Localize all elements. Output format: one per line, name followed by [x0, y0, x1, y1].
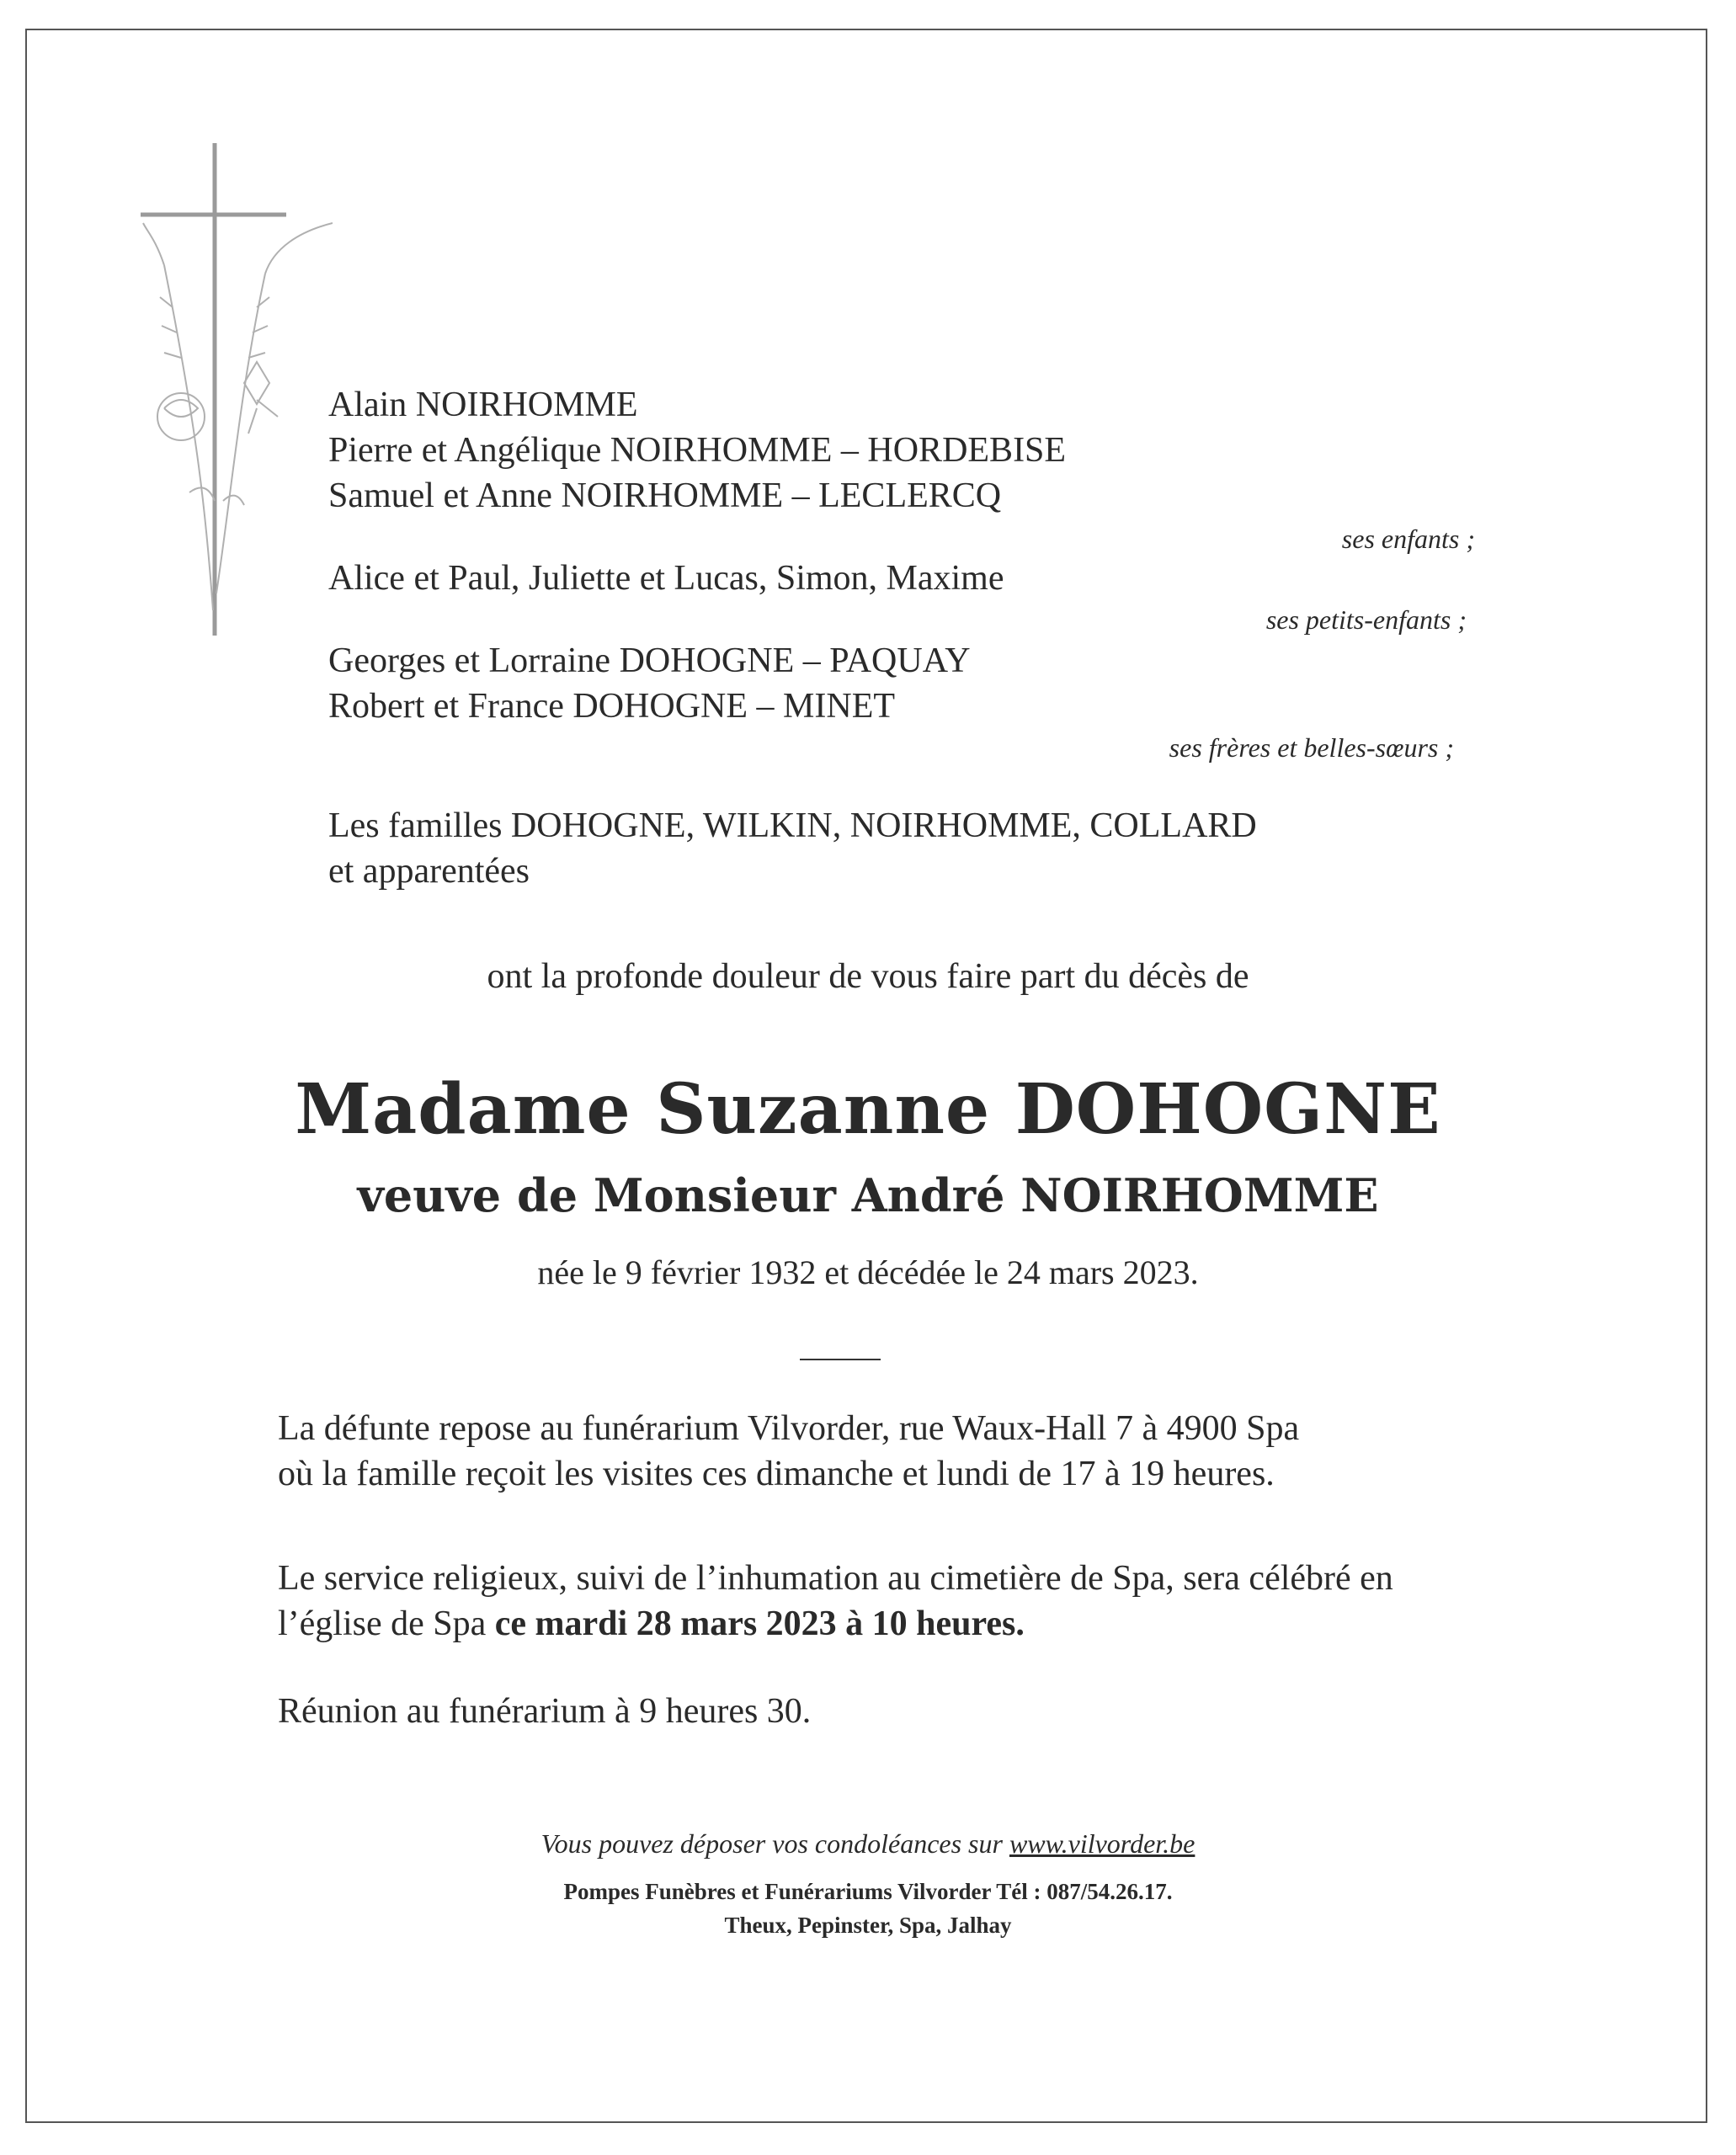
rest-line-2: où la famille reçoit les visites ces dimanche et lundi de 17 à 19 heures.: [278, 1455, 1275, 1493]
grandchildren: Alice et Paul, Juliette et Lucas, Simon, Maxime: [328, 559, 1004, 598]
siblings-label: ses frères et belles-sœurs ;: [1169, 732, 1454, 763]
cross-with-wheat-icon: [139, 139, 333, 644]
service-date: ce mardi 28 mars 2023 à 10 heures.: [494, 1604, 1025, 1643]
announcement: ont la profonde douleur de vous faire part du décès de: [487, 957, 1249, 996]
service-place: l’église de Spa: [278, 1604, 495, 1643]
separator: [800, 1359, 881, 1360]
child-1: Alain NOIRHOMME: [328, 386, 638, 424]
meeting-line: Réunion au funérarium à 9 heures 30.: [278, 1692, 812, 1731]
company-info: Pompes Funèbres et Funérariums Vilvorder Tél : 087/54.26.17.: [563, 1879, 1173, 1904]
rest-line-1: La défunte repose au funérarium Vilvorder, rue Waux-Hall 7 à 4900 Spa: [278, 1409, 1300, 1448]
company-locations: Theux, Pepinster, Spa, Jalhay: [724, 1913, 1012, 1938]
children-label: ses enfants ;: [1341, 524, 1475, 554]
sibling-1: Georges et Lorraine DOHOGNE – PAQUAY: [328, 641, 971, 680]
condolences-text: Vous pouvez déposer vos condoléances sur: [541, 1828, 1009, 1859]
condolences-link[interactable]: www.vilvorder.be: [1009, 1828, 1195, 1859]
deceased-name: Madame Suzanne DOHOGNE: [295, 1069, 1441, 1150]
child-3: Samuel et Anne NOIRHOMME – LECLERCQ: [328, 476, 1002, 515]
condolences-line: [0, 1828, 1736, 1860]
service-line-1: Le service religieux, suivi de l’inhumation au cimetière de Spa, sera célébré en: [278, 1559, 1393, 1598]
service-line-2: [278, 1601, 1025, 1647]
grandchildren-label: ses petits-enfants ;: [1265, 604, 1467, 635]
families-line-1: Les familles DOHOGNE, WILKIN, NOIRHOMME, COLLARD: [328, 806, 1257, 845]
sibling-2: Robert et France DOHOGNE – MINET: [328, 687, 896, 726]
birth-death-dates: née le 9 février 1932 et décédée le 24 mars 2023.: [537, 1253, 1199, 1291]
child-2: Pierre et Angélique NOIRHOMME – HORDEBISE: [328, 431, 1067, 470]
families-line-2: et apparentées: [328, 852, 530, 891]
widow-of: veuve de Monsieur André NOIRHOMME: [357, 1168, 1379, 1222]
